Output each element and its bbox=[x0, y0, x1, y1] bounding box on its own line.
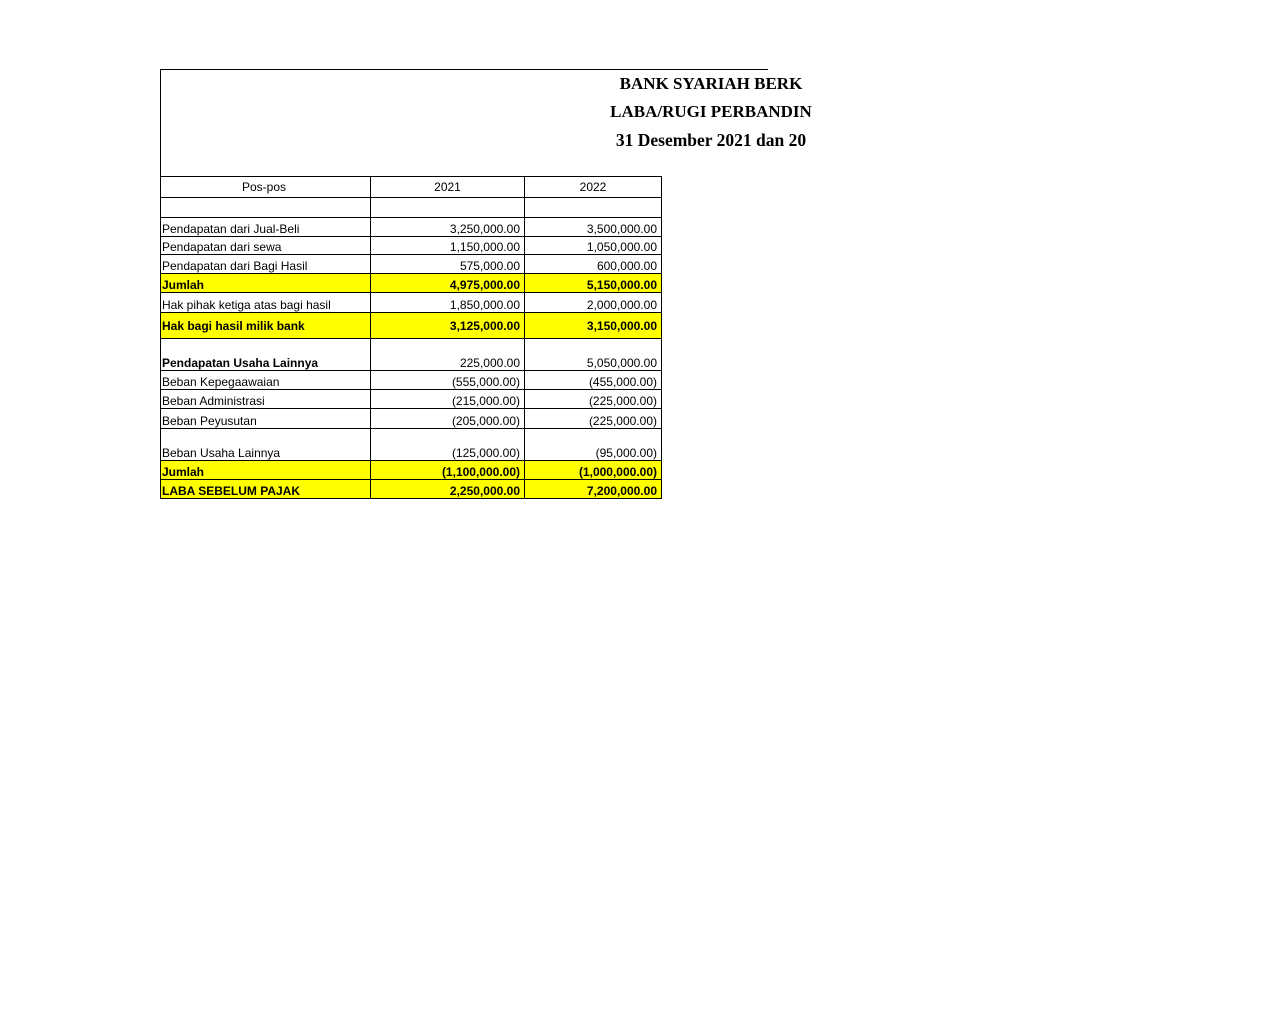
cell-2022[interactable]: 1,050,000.00 bbox=[525, 237, 662, 255]
table-row bbox=[161, 255, 662, 274]
cell-2022[interactable]: 3,150,000.00 bbox=[525, 313, 662, 339]
table-row-empty bbox=[161, 198, 662, 218]
report-title-statement: LABA/RUGI PERBANDIN bbox=[610, 102, 812, 121]
cell-2022[interactable] bbox=[525, 198, 662, 218]
cell-label[interactable]: Pendapatan Usaha Lainnya bbox=[161, 339, 371, 371]
table-row-subtotal bbox=[161, 313, 662, 339]
cell-2021[interactable]: 1,150,000.00 bbox=[371, 237, 525, 255]
cell-2022[interactable]: 2,000,000.00 bbox=[525, 293, 662, 313]
cell-2022[interactable]: (95,000.00) bbox=[525, 429, 662, 461]
cell-label[interactable]: Pendapatan dari sewa bbox=[161, 237, 371, 255]
table-header-row bbox=[161, 177, 662, 198]
cell-2021[interactable]: (205,000.00) bbox=[371, 409, 525, 429]
cell-2021[interactable]: 2,250,000.00 bbox=[371, 480, 525, 499]
cell-2021[interactable]: 575,000.00 bbox=[371, 255, 525, 274]
cell-2021[interactable]: (125,000.00) bbox=[371, 429, 525, 461]
cell-label[interactable]: Jumlah bbox=[161, 274, 371, 293]
header-cell-pos[interactable]: Pos-pos bbox=[161, 177, 371, 198]
table-row-total bbox=[161, 480, 662, 499]
table-row bbox=[161, 237, 662, 255]
cell-2022[interactable]: 600,000.00 bbox=[525, 255, 662, 274]
cell-label[interactable]: Beban Administrasi bbox=[161, 390, 371, 409]
table-row bbox=[161, 293, 662, 313]
cell-label[interactable]: Pendapatan dari Bagi Hasil bbox=[161, 255, 371, 274]
cell-label[interactable]: Beban Kepegaawaian bbox=[161, 371, 371, 390]
table-row bbox=[161, 409, 662, 429]
table-row-subtotal bbox=[161, 461, 662, 480]
cell-label[interactable]: Beban Peyusutan bbox=[161, 409, 371, 429]
header-cell-2022[interactable]: 2022 bbox=[525, 177, 662, 198]
table-row bbox=[161, 371, 662, 390]
cell-label[interactable]: LABA SEBELUM PAJAK bbox=[161, 480, 371, 499]
cell-2022[interactable]: (225,000.00) bbox=[525, 390, 662, 409]
cell-label[interactable] bbox=[161, 198, 371, 218]
cell-2022[interactable]: (455,000.00) bbox=[525, 371, 662, 390]
cell-2022[interactable]: (225,000.00) bbox=[525, 409, 662, 429]
report-title-period: 31 Desember 2021 dan 20 bbox=[615, 130, 807, 150]
table-row bbox=[161, 390, 662, 409]
report-title-bank: BANK SYARIAH BERK bbox=[619, 74, 803, 93]
income-statement-table bbox=[160, 176, 662, 499]
spreadsheet bbox=[160, 69, 812, 499]
cell-label[interactable]: Jumlah bbox=[161, 461, 371, 480]
cell-2022[interactable]: 5,050,000.00 bbox=[525, 339, 662, 371]
cell-label[interactable]: Pendapatan dari Jual-Beli bbox=[161, 218, 371, 237]
report-title-block bbox=[160, 69, 812, 176]
cell-2022[interactable]: 5,150,000.00 bbox=[525, 274, 662, 293]
cell-2022[interactable]: 7,200,000.00 bbox=[525, 480, 662, 499]
table-row bbox=[161, 218, 662, 237]
cell-2021[interactable]: 3,125,000.00 bbox=[371, 313, 525, 339]
cell-label[interactable]: Beban Usaha Lainnya bbox=[161, 429, 371, 461]
table-row bbox=[161, 429, 662, 461]
cell-2021[interactable]: 225,000.00 bbox=[371, 339, 525, 371]
cell-label[interactable]: Hak bagi hasil milik bank bbox=[161, 313, 371, 339]
cell-2022[interactable]: (1,000,000.00) bbox=[525, 461, 662, 480]
cell-2021[interactable]: 1,850,000.00 bbox=[371, 293, 525, 313]
cell-2021[interactable]: 3,250,000.00 bbox=[371, 218, 525, 237]
header-cell-2021[interactable]: 2021 bbox=[371, 177, 525, 198]
cell-2022[interactable]: 3,500,000.00 bbox=[525, 218, 662, 237]
cell-2021[interactable]: (1,100,000.00) bbox=[371, 461, 525, 480]
cell-2021[interactable] bbox=[371, 198, 525, 218]
cell-label[interactable]: Hak pihak ketiga atas bagi hasil bbox=[161, 293, 371, 313]
cell-2021[interactable]: 4,975,000.00 bbox=[371, 274, 525, 293]
cell-2021[interactable]: (215,000.00) bbox=[371, 390, 525, 409]
cell-2021[interactable]: (555,000.00) bbox=[371, 371, 525, 390]
table-row bbox=[161, 339, 662, 371]
table-row-subtotal bbox=[161, 274, 662, 293]
